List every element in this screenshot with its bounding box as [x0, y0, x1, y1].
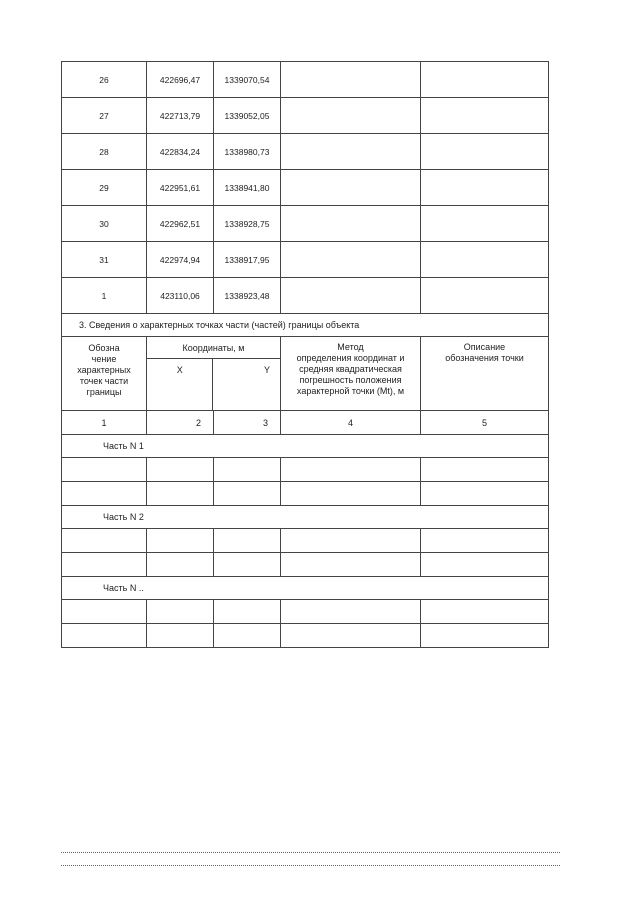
column-numbers-row	[61, 411, 549, 435]
part-title: Часть N 2	[61, 506, 549, 529]
coord-y: 1338928,75	[214, 206, 281, 242]
coord-x: 422974,94	[147, 242, 214, 278]
header-method: Метод определения координат и средняя квадратическая погрешность положения характерной точки (Mt), м	[281, 337, 421, 411]
point-number: 27	[61, 98, 147, 134]
empty-cell	[281, 242, 421, 278]
empty-cell	[281, 170, 421, 206]
footer-dotted-line	[61, 865, 560, 866]
coord-x: 422834,24	[147, 134, 214, 170]
table-row	[61, 61, 549, 98]
point-number: 31	[61, 242, 147, 278]
boundary-table	[61, 61, 549, 648]
table-row	[61, 98, 549, 134]
header-y: Y	[263, 365, 270, 375]
point-number: 1	[61, 278, 147, 314]
empty-cell	[281, 62, 421, 98]
point-number: 28	[61, 134, 147, 170]
coord-y: 1339070,54	[214, 62, 281, 98]
table-row	[61, 206, 549, 242]
empty-cell	[421, 134, 549, 170]
coord-x: 423110,06	[147, 278, 214, 314]
header-description: Описание обозначения точки	[421, 337, 549, 411]
coord-y: 1338917,95	[214, 242, 281, 278]
empty-cell	[421, 206, 549, 242]
empty-cell	[421, 278, 549, 314]
table-row	[61, 624, 549, 648]
footer-dotted-line	[61, 852, 560, 853]
empty-cell	[281, 134, 421, 170]
point-number: 30	[61, 206, 147, 242]
table-row	[61, 600, 549, 624]
coord-x: 422713,79	[147, 98, 214, 134]
column-number: 1	[61, 411, 147, 435]
coord-y: 1338980,73	[214, 134, 281, 170]
empty-cell	[281, 278, 421, 314]
coord-x: 422962,51	[147, 206, 214, 242]
header-point-designation: Обозна чение характерных точек части границы	[61, 337, 147, 411]
point-number: 26	[61, 62, 147, 98]
table-header	[61, 337, 549, 411]
table-row	[61, 553, 549, 577]
header-coordinates	[147, 337, 281, 411]
table-row	[61, 170, 549, 206]
coord-y: 1338941,80	[214, 170, 281, 206]
empty-cell	[421, 242, 549, 278]
coord-x: 422696,47	[147, 62, 214, 98]
table-row	[61, 458, 549, 482]
table-row	[61, 482, 549, 506]
coord-y: 1338923,48	[214, 278, 281, 314]
column-number: 5	[421, 411, 549, 435]
table-row	[61, 242, 549, 278]
column-number: 2	[147, 411, 214, 435]
empty-cell	[421, 62, 549, 98]
header-coordinates-label: Координаты, м	[147, 337, 280, 359]
table-row	[61, 134, 549, 170]
coord-y: 1339052,05	[214, 98, 281, 134]
column-number: 3	[214, 411, 281, 435]
empty-cell	[421, 98, 549, 134]
header-x: X	[147, 359, 213, 410]
section-3-title: 3. Сведения о характерных точках части (частей) границы объекта	[61, 314, 549, 337]
column-number: 4	[281, 411, 421, 435]
empty-cell	[281, 206, 421, 242]
part-title: Часть N ..	[61, 577, 549, 600]
part-title: Часть N 1	[61, 435, 549, 458]
coord-x: 422951,61	[147, 170, 214, 206]
point-number: 29	[61, 170, 147, 206]
coordinate-rows	[61, 61, 549, 314]
table-row	[61, 529, 549, 553]
empty-cell	[421, 170, 549, 206]
table-row	[61, 278, 549, 314]
empty-cell	[281, 98, 421, 134]
